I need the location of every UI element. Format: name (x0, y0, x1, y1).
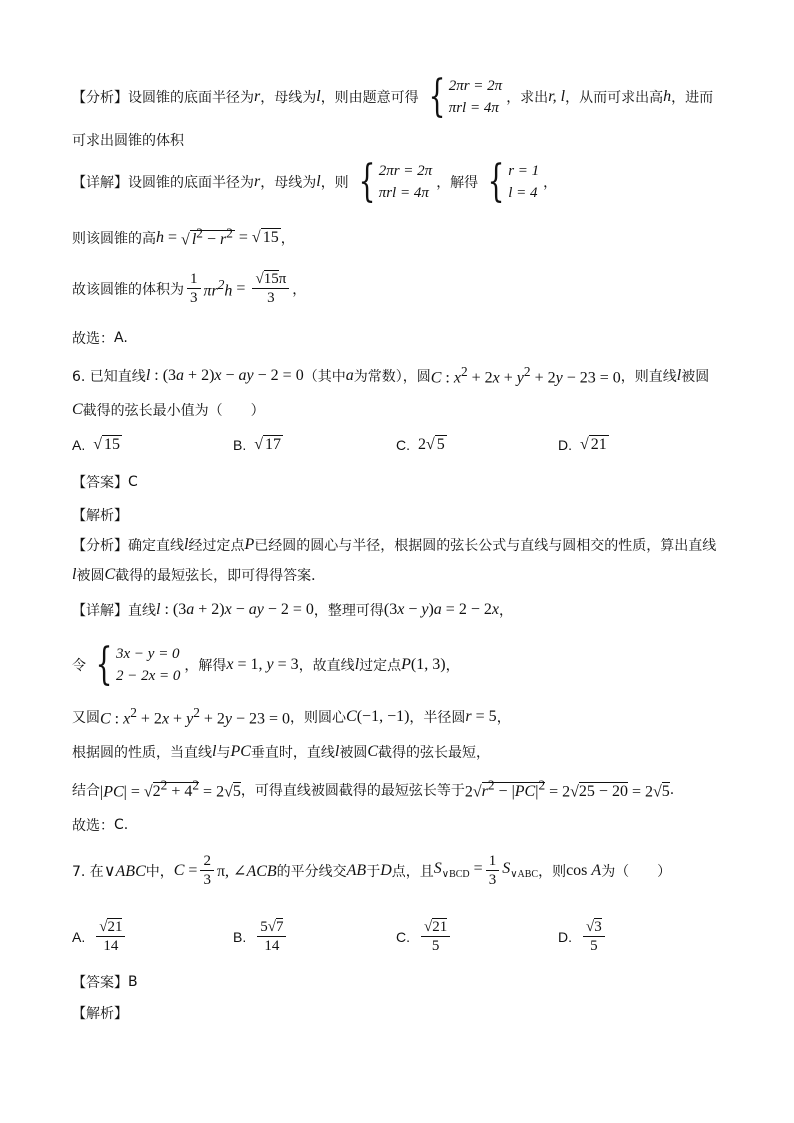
text: ，母线为 (260, 90, 317, 106)
jiexi-6 (72, 505, 128, 525)
option-c[interactable] (396, 436, 447, 454)
math: l (72, 566, 77, 583)
text: 设圆锥的底面半径为 (128, 175, 254, 191)
height-line (72, 226, 295, 249)
math: C (72, 401, 83, 418)
math: $\pi r^2h$ (203, 276, 233, 300)
volume-line (72, 270, 306, 307)
text: ，则 (320, 175, 349, 191)
option-d[interactable] (558, 918, 608, 955)
label: C. (396, 437, 410, 453)
math: l : (3a + 2)x − ay − 2 = 0 (156, 601, 314, 618)
math-sqrt: √ 17 (254, 436, 282, 453)
fraction: $\frac{√3}{5}$ (583, 918, 605, 955)
text: ， (292, 281, 307, 298)
math: $S_{\vee BCD}$ = (433, 860, 483, 881)
detail-line-1 (72, 156, 558, 207)
equation-system: { 3x − y = 0 2 − 2x = 0 (95, 639, 181, 690)
text: ， (498, 603, 513, 619)
detail-tag: 【详解】 (72, 175, 128, 191)
text: 故选： (72, 331, 114, 347)
math: l (354, 656, 360, 673)
math: = (234, 228, 252, 246)
option-d[interactable] (558, 436, 609, 454)
math: l (184, 536, 189, 553)
option-a[interactable] (72, 436, 122, 454)
text: C. (114, 817, 129, 833)
question-7-line-1 (72, 852, 671, 889)
text: 截得的最短弦长，即可得得答案． (115, 568, 326, 584)
text: 为（ ） (601, 863, 672, 880)
option-b[interactable] (233, 436, 283, 454)
math: h (156, 228, 164, 246)
text: 直线 (128, 603, 156, 619)
question-6-line-2 (72, 400, 265, 420)
text: 6. 已知直线 (72, 368, 146, 385)
fraction: $\frac{√15\pi}{3}$ (252, 270, 289, 307)
math: C(−1, −1) (346, 707, 410, 725)
analysis-6-line-2 (72, 565, 325, 585)
detail-6-line-5 (72, 778, 674, 801)
text: . (669, 781, 675, 798)
math: C = (173, 861, 198, 879)
analysis-line-1 (72, 71, 714, 122)
text: ， (543, 175, 558, 191)
text: ， (445, 658, 460, 674)
text: ，从而可求出高 (565, 90, 664, 106)
answer-7 (72, 972, 138, 992)
text: ，则由题意可得 (320, 90, 419, 106)
fraction: $\frac{2}{3}$ (200, 852, 214, 889)
jiexi-7 (72, 1003, 128, 1023)
math: P(1, 3) (401, 656, 446, 673)
fraction: $\frac{1}{3}$ (187, 270, 201, 307)
text: 根据圆的性质，当直线 (72, 745, 212, 761)
math: PC (230, 743, 251, 760)
text: ，则直线 (620, 368, 677, 385)
text: 【详解】 (72, 603, 128, 619)
text: A. (114, 330, 128, 346)
text: ，整理可得 (313, 603, 384, 619)
text: 被圆 (339, 745, 368, 761)
math: = (232, 279, 250, 297)
detail-6-line-2 (72, 639, 460, 690)
text: ，则圆心 (290, 709, 347, 726)
label: A. (72, 437, 86, 453)
label: A. (72, 928, 86, 945)
math: l (145, 366, 151, 384)
conclusion-5 (72, 328, 128, 348)
text: ，求出 (506, 90, 549, 106)
math: ∨ABC (103, 862, 146, 880)
text: 经过定点 (188, 538, 245, 554)
text: 于 (366, 863, 381, 880)
conclusion-6 (72, 815, 128, 835)
label: D. (558, 928, 572, 945)
text: 为常数），圆 (353, 368, 431, 385)
math: l (316, 173, 321, 190)
text: 截得的弦长最短， (378, 745, 491, 761)
math: a (345, 366, 354, 384)
label: C. (396, 928, 410, 945)
math: D (380, 861, 392, 879)
option-b[interactable] (233, 918, 289, 955)
math: r, l (548, 88, 566, 105)
math-sqrt: √ 15 (251, 228, 279, 246)
text: ， (280, 230, 295, 247)
option-c[interactable] (396, 918, 453, 955)
text: ， (496, 709, 511, 726)
detail-6-line-1 (72, 600, 513, 620)
text: 被圆 (681, 368, 710, 385)
label: B. (233, 437, 247, 453)
math: r = 5 (465, 707, 497, 725)
fraction: $\frac{√21}{14}$ (96, 918, 125, 955)
text: ，则 (538, 863, 567, 880)
answer-6 (72, 472, 138, 492)
text: 中， (145, 863, 174, 880)
text: 又圆 (72, 709, 100, 726)
math: AB (346, 861, 367, 879)
text: B (128, 974, 138, 990)
equation-system: { 2πr = 2π πrl = 4π (428, 71, 503, 122)
text: 设圆锥的底面半径为 (128, 90, 254, 106)
math-l: l (316, 88, 321, 105)
math-sqrt: √ 21 (580, 436, 607, 453)
math: P (244, 536, 255, 553)
math: C (367, 743, 379, 760)
text: ，半径圆 (409, 709, 466, 726)
option-a[interactable] (72, 918, 128, 955)
text: 结合 (72, 782, 100, 799)
text: ，解得 (436, 175, 479, 191)
math: (3x − y)a = 2 − 2x (383, 601, 499, 618)
text: 已经圆的圆心与半径，根据圆的弦长公式与直线与圆相交的性质，算出直线 (254, 538, 717, 554)
math-sqrt: 2√ 5 (418, 436, 445, 453)
solution-system: { r = 1 l = 4 (487, 156, 540, 207)
analysis-line-2 (72, 130, 184, 150)
text: 的平分线交 (276, 863, 347, 880)
detail-6-line-3 (72, 705, 511, 728)
text: 7. 在 (72, 863, 104, 880)
math: C (104, 566, 116, 583)
text: （其中 (303, 368, 346, 385)
text: 可求出圆锥的体积 (72, 133, 184, 149)
text: ，故直线 (298, 658, 355, 674)
text: 则该圆锥的高 (72, 230, 156, 247)
text: ，进而 (671, 90, 714, 106)
text: 确定直线 (128, 538, 184, 554)
math-sqrt: √ $l^2 - r^2$ (181, 226, 233, 249)
text: 过定点 (359, 658, 402, 674)
math: l (212, 743, 217, 760)
text: 【答案】 (72, 475, 128, 491)
math: : (3a + 2)x − ay − 2 = 0 (150, 366, 304, 384)
text: 截得的弦长最小值为（ ） (82, 403, 265, 419)
question-6-line-1 (72, 364, 709, 387)
math: C : $x^2 + 2x + y^2 + 2y - 23 = 0$ (100, 705, 291, 728)
math-r: r (254, 88, 261, 105)
math: x = 1, y = 3 (226, 656, 299, 673)
math: cos A (566, 861, 602, 879)
text: 点，且 (391, 863, 434, 880)
detail-6-line-4 (72, 742, 490, 762)
text: C (128, 474, 138, 490)
math: l (334, 743, 340, 760)
label: B. (233, 928, 247, 945)
math: π, ∠ACB (216, 862, 277, 880)
math-sqrt: √ 15 (93, 436, 121, 453)
text: ，母线为 (260, 175, 317, 191)
fraction: $\frac{1}{3}$ (486, 852, 500, 889)
math: $S_{\vee ABC}$ (502, 860, 539, 881)
text: ，可得直线被圆截得的最短弦长等于 (240, 782, 465, 799)
fraction: $\frac{√21}{5}$ (421, 918, 450, 955)
text: 垂直时，直线 (250, 745, 335, 761)
text: 【答案】 (72, 975, 128, 991)
text: 令 (72, 658, 86, 674)
math: C : $x^2 + 2x + y^2 + 2y - 23 = 0$ (430, 364, 621, 387)
text: 故该圆锥的体积为 (72, 281, 184, 298)
math: h (663, 88, 672, 105)
text: 【解析】 (72, 508, 128, 524)
text: 故选： (72, 818, 114, 834)
equation-system: { 2πr = 2π πrl = 4π (358, 156, 433, 207)
text: 被圆 (76, 568, 105, 584)
math: l (676, 366, 682, 384)
math: = (164, 228, 182, 246)
analysis-6-line-1 (72, 535, 716, 555)
label: D. (558, 437, 572, 453)
math: $|PC| = √2^2 + 4^2 = 2√5$ (100, 778, 241, 801)
text: 与 (216, 745, 231, 761)
math: $2√r^2 - |PC|^2 = 2√25 - 20 = 2√5$ (464, 778, 670, 801)
text: 【解析】 (72, 1006, 128, 1022)
text: 【分析】 (72, 538, 128, 554)
analysis-tag: 【分析】 (72, 90, 128, 106)
fraction: $\frac{5√7}{14}$ (257, 918, 286, 955)
text: ，解得 (184, 658, 227, 674)
math: r (254, 173, 261, 190)
